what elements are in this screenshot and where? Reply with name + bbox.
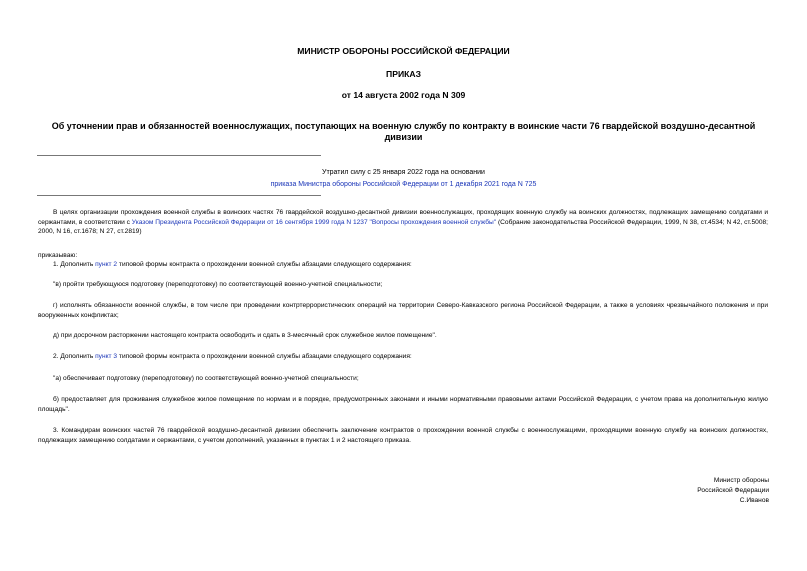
item-1-text-before: 1. Дополнить: [53, 261, 96, 268]
item-2-text-after: типовой формы контракта о прохождении военной службы абзацами следующего содержания:: [117, 353, 412, 360]
status-note-text: Утратил силу с 25 января 2022 года на основании: [322, 169, 485, 176]
preamble-text-before: В целях организации прохождения военной службы в воинских частях 76 гвардейской воздушно-десантной дивизии военнослужащих, проходящих военную службу на воинских должностях, подлежащих замещению солдатами и сержантами, в соответствии с: [38, 209, 768, 226]
preamble-text-after: (Собрание законодательства Российской Федерации, 1999, N 38, ст.4534; N 42, ст.5008; 2000, N 16, ст.1678; N 27, ст.2819): [38, 218, 768, 235]
clause-2-link[interactable]: пункт 2: [95, 261, 118, 268]
item-1-subclause-d: д) при досрочном расторжении настоящего контракта освободить и сдать в 3-месячный срок служебное жилое помещение".: [53, 332, 437, 339]
bottom-divider: [37, 195, 321, 196]
item-1-subclause-v: "в) пройти требующуюся подготовку (переподготовку) по соответствующей военно-учетной специальности;: [53, 281, 383, 288]
document-title: Об уточнении прав и обязанностей военнослужащих, поступающих на военную службу по контракту в воинские части 76 гвардейской воздушно-десантной дивизии: [51, 121, 756, 142]
signature-country: Российской Федерации: [697, 487, 769, 494]
item-1-text-after: типовой формы контракта о прохождении военной службы абзацами следующего содержания:: [117, 261, 412, 268]
item-3-paragraph: 3. Командирам воинских частей 76 гвардейской воздушно-десантной дивизии обеспечить заключение контрактов о прохождении военной службы с военнослужащими, проходящими военную службу на воинских должностях, подлежащих замещению солдатами и сержантами, с учетом дополнений, указанных в пунктах 1 и 2 настоящего приказа.: [38, 427, 768, 444]
signature-position: Министр обороны: [713, 477, 769, 484]
signature-block: [697, 476, 769, 506]
item-2-subclause-a: "а) обеспечивает подготовку (переподготовку) по соответствующей военно-учетной специальности;: [53, 375, 359, 382]
clause-3-link[interactable]: пункт 3: [95, 353, 118, 360]
order-word: приказываю:: [38, 252, 78, 259]
status-note: [0, 167, 807, 191]
item-1-subclause-g: г) исполнять обязанности военной службы, в том числе при проведении контртеррористических операций на территории Северо-Кавказского региона Российской Федерации, а также в условиях чрезвычайного положения и при вооруженных конфликтах;: [38, 302, 768, 319]
item-2-text-before: 2. Дополнить: [53, 353, 96, 360]
repeal-order-link[interactable]: приказа Министра обороны Российской Федерации от 1 декабря 2021 года N 725: [270, 181, 537, 188]
ministry-heading: МИНИСТР ОБОРОНЫ РОССИЙСКОЙ ФЕДЕРАЦИИ: [297, 46, 510, 56]
item-2-subclause-b: б) предоставляет для проживания служебное жилое помещение по нормам и в порядке, предусмотренных законами и иными нормативными правовыми актами Российской Федерации, с учетом права на дополнительную жилую площадь".: [38, 396, 768, 413]
preamble-paragraph: [38, 208, 768, 237]
date-number-heading: от 14 августа 2002 года N 309: [341, 90, 466, 100]
doc-type-heading: ПРИКАЗ: [386, 69, 421, 79]
top-divider: [37, 155, 321, 156]
signature-name: С.Иванов: [739, 497, 769, 504]
item-2-paragraph: [38, 352, 768, 362]
decree-link[interactable]: Указом Президента Российской Федерации от 16 сентября 1999 года N 1237 "Вопросы прохождения военной службы": [131, 218, 497, 226]
item-1-paragraph: [38, 260, 768, 270]
